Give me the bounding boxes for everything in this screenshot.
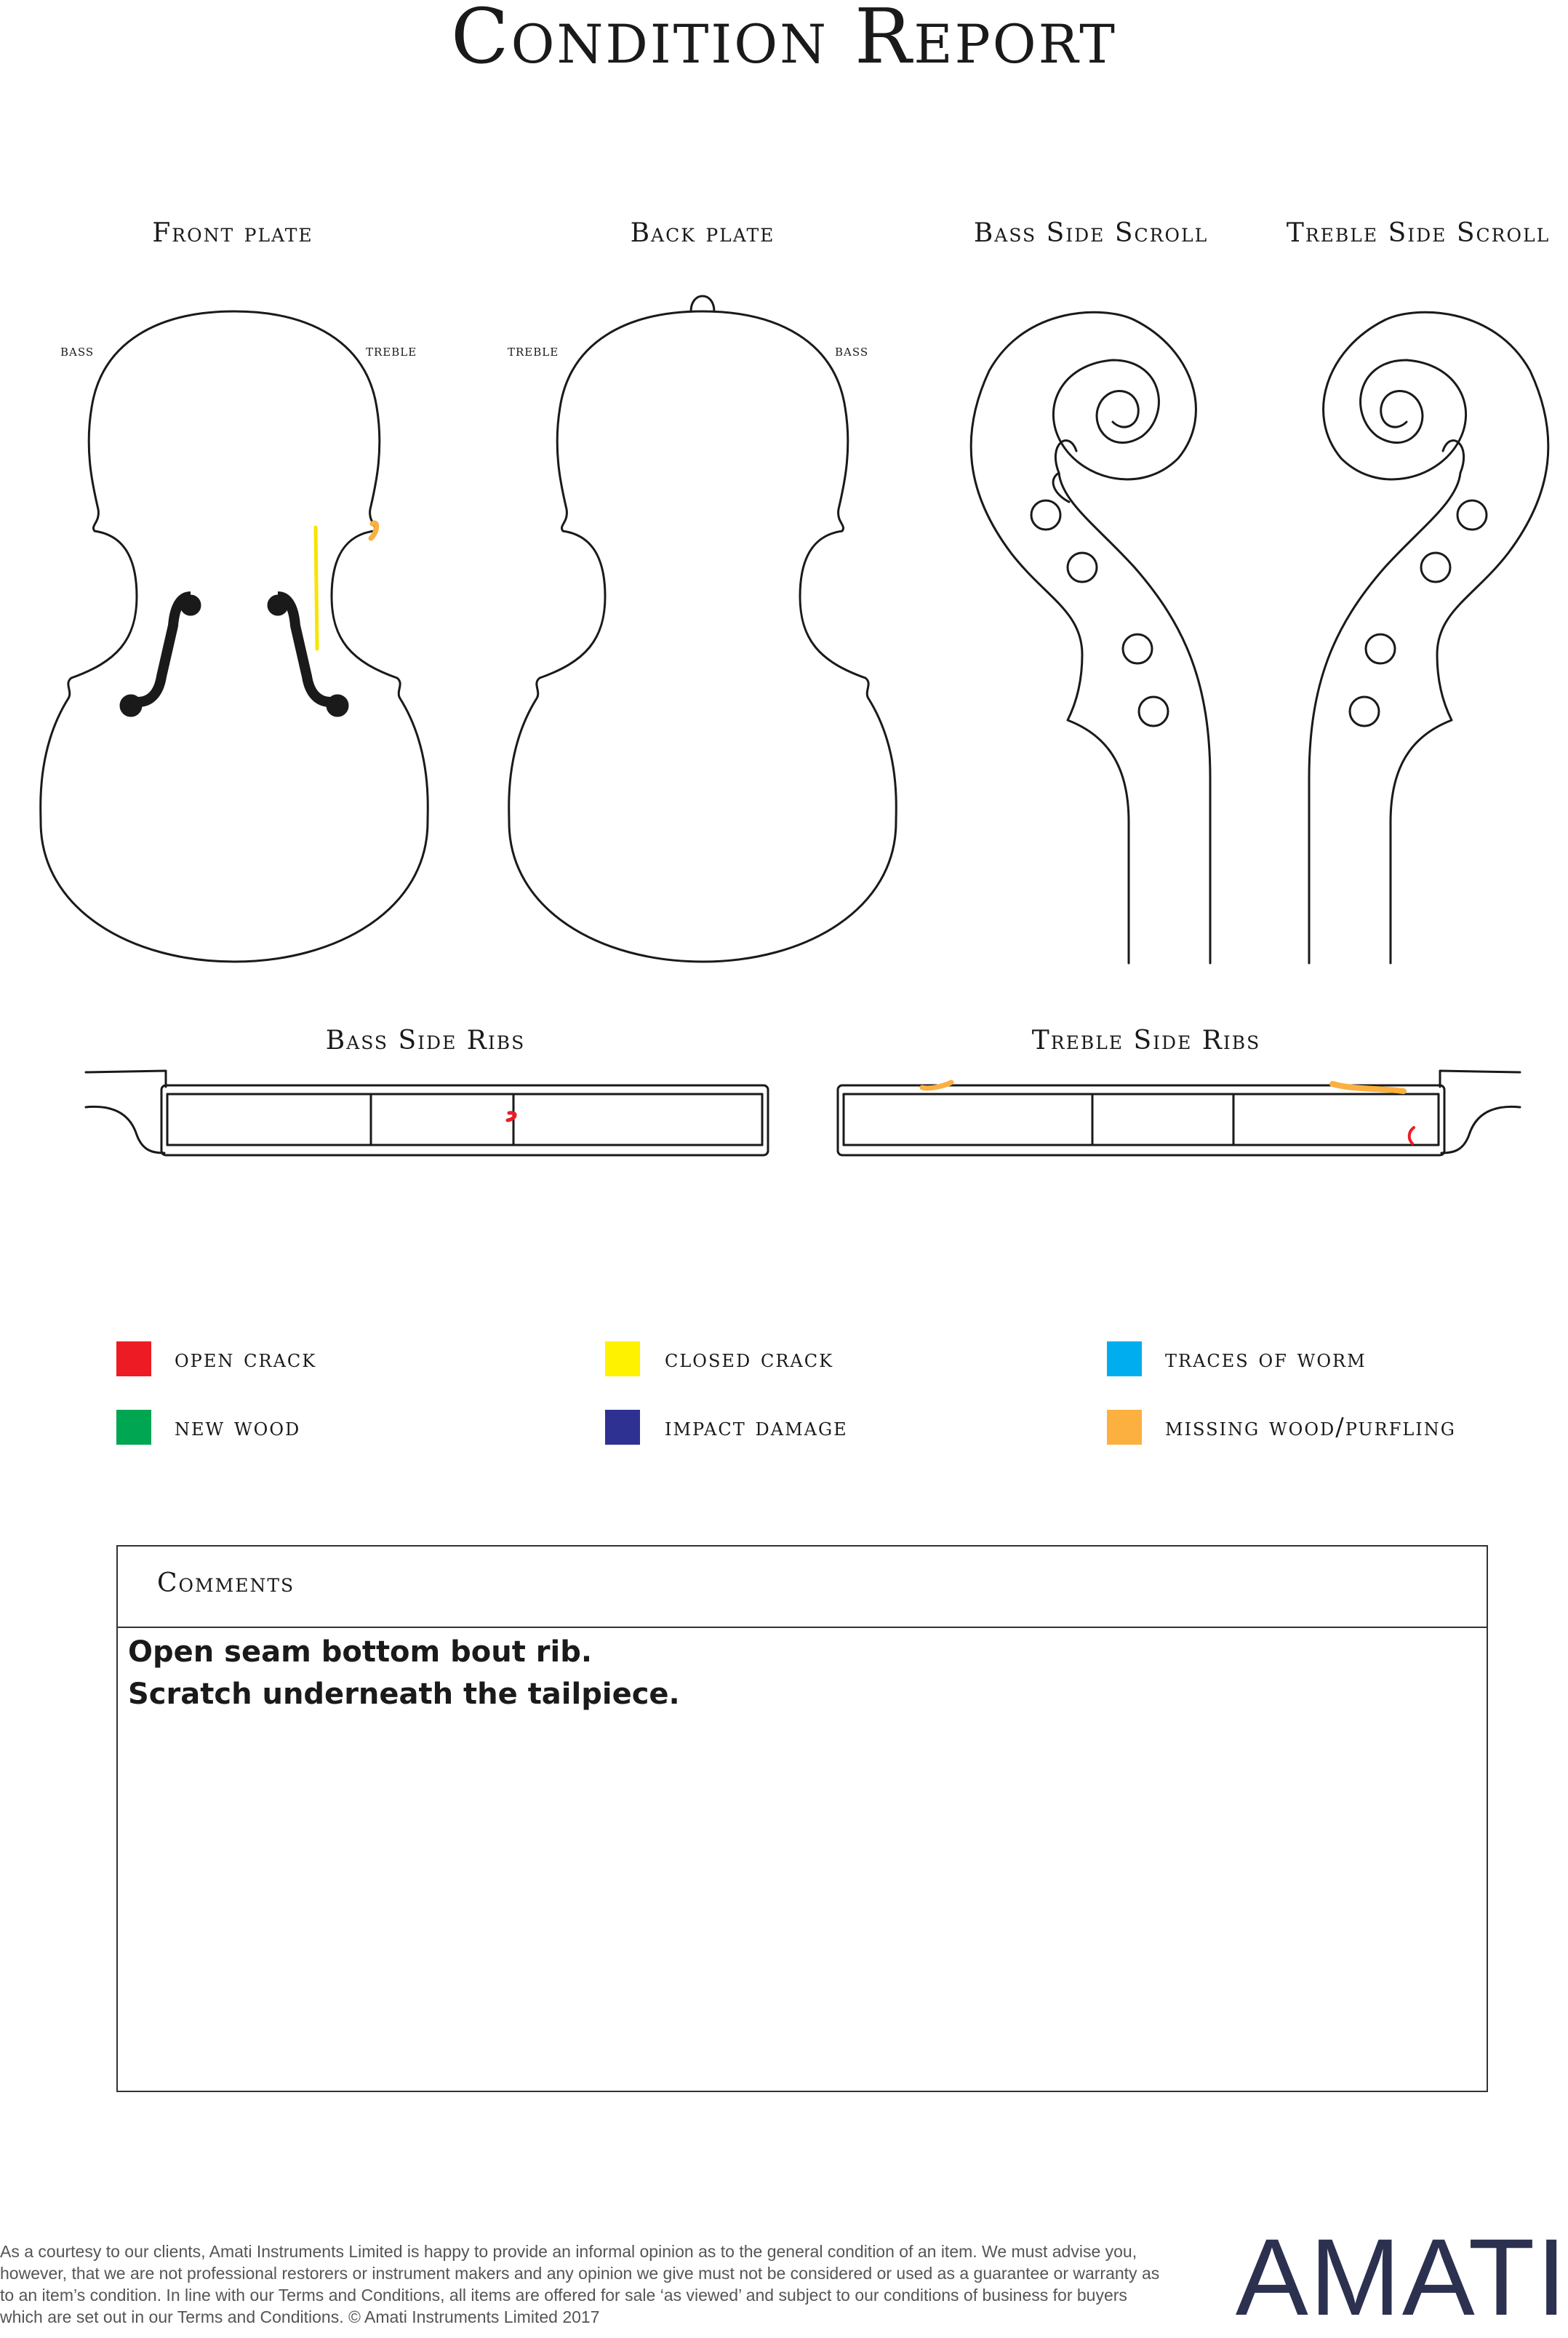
open-crack-mark-treble-rib (1409, 1128, 1414, 1144)
impact-damage-label: impact damage (665, 1413, 848, 1442)
front-right-side-label: treble (366, 342, 417, 360)
bass-side-ribs-heading: Bass Side Ribs (325, 1026, 526, 1056)
back-plate-outline (509, 311, 897, 962)
back-right-side-label: bass (835, 342, 869, 360)
open-crack-label: open crack (175, 1344, 317, 1373)
treble-scroll-drawing (1309, 312, 1548, 963)
impact-damage-swatch (605, 1410, 640, 1445)
damage-marks (316, 523, 1414, 1144)
treble-ribs-drawing (838, 1071, 1520, 1155)
back-left-side-label: treble (508, 342, 559, 360)
comments-body (118, 1628, 1487, 1715)
comment-line: Scratch underneath the tailpiece. (128, 1677, 680, 1711)
missing-wood-label: missing wood/purfling (1165, 1413, 1456, 1442)
comments-header (118, 1547, 1487, 1628)
bass-side-scroll-heading: Bass Side Scroll (973, 218, 1209, 248)
new-wood-label: new wood (175, 1413, 301, 1442)
bass-f-hole (121, 596, 200, 716)
closed-crack-mark-front (316, 527, 317, 649)
front-plate-outline (41, 311, 428, 962)
traces-of-worm-label: traces of worm (1165, 1344, 1367, 1373)
page-title: Condition Report (451, 0, 1117, 81)
treble-f-hole (268, 596, 348, 716)
open-crack-swatch (116, 1341, 151, 1376)
comment-line: Open seam bottom bout rib. (128, 1635, 593, 1669)
closed-crack-swatch (605, 1341, 640, 1376)
comments-box (116, 1545, 1488, 2092)
back-button (691, 296, 714, 311)
traces-of-worm-swatch (1107, 1341, 1142, 1376)
open-crack-mark-bass-rib (508, 1113, 515, 1120)
bass-ribs-drawing (86, 1071, 768, 1155)
treble-side-scroll-heading: Treble Side Scroll (1286, 218, 1551, 248)
missing-wood-swatch (1107, 1410, 1142, 1445)
front-left-side-label: bass (60, 342, 95, 360)
closed-crack-label: closed crack (665, 1344, 834, 1373)
comments-label: Comments (157, 1568, 295, 1598)
back-plate-heading: Back plate (630, 218, 775, 248)
new-wood-swatch (116, 1410, 151, 1445)
treble-side-ribs-heading: Treble Side Ribs (1031, 1026, 1261, 1056)
bass-scroll-drawing (971, 312, 1210, 963)
brand-logo: AMATI (1235, 2216, 1568, 2338)
front-plate-heading: Front plate (152, 218, 313, 248)
disclaimer-text: As a courtesy to our clients, Amati Instruments Limited is happy to provide an informal opinion as to the general condition of an item. We must advise you, however, that we are not professional restorers or instrument makers and any opinion we give must not be considered or used as a guarantee or warranty as to an item’s condition. In line with our Terms and Conditions, all items are offered for sale ‘as viewed’ and subject to our conditions of business for buyers which are set out in our Terms and Conditions. © Amati Instruments Limited 2017 (0, 2242, 1160, 2326)
